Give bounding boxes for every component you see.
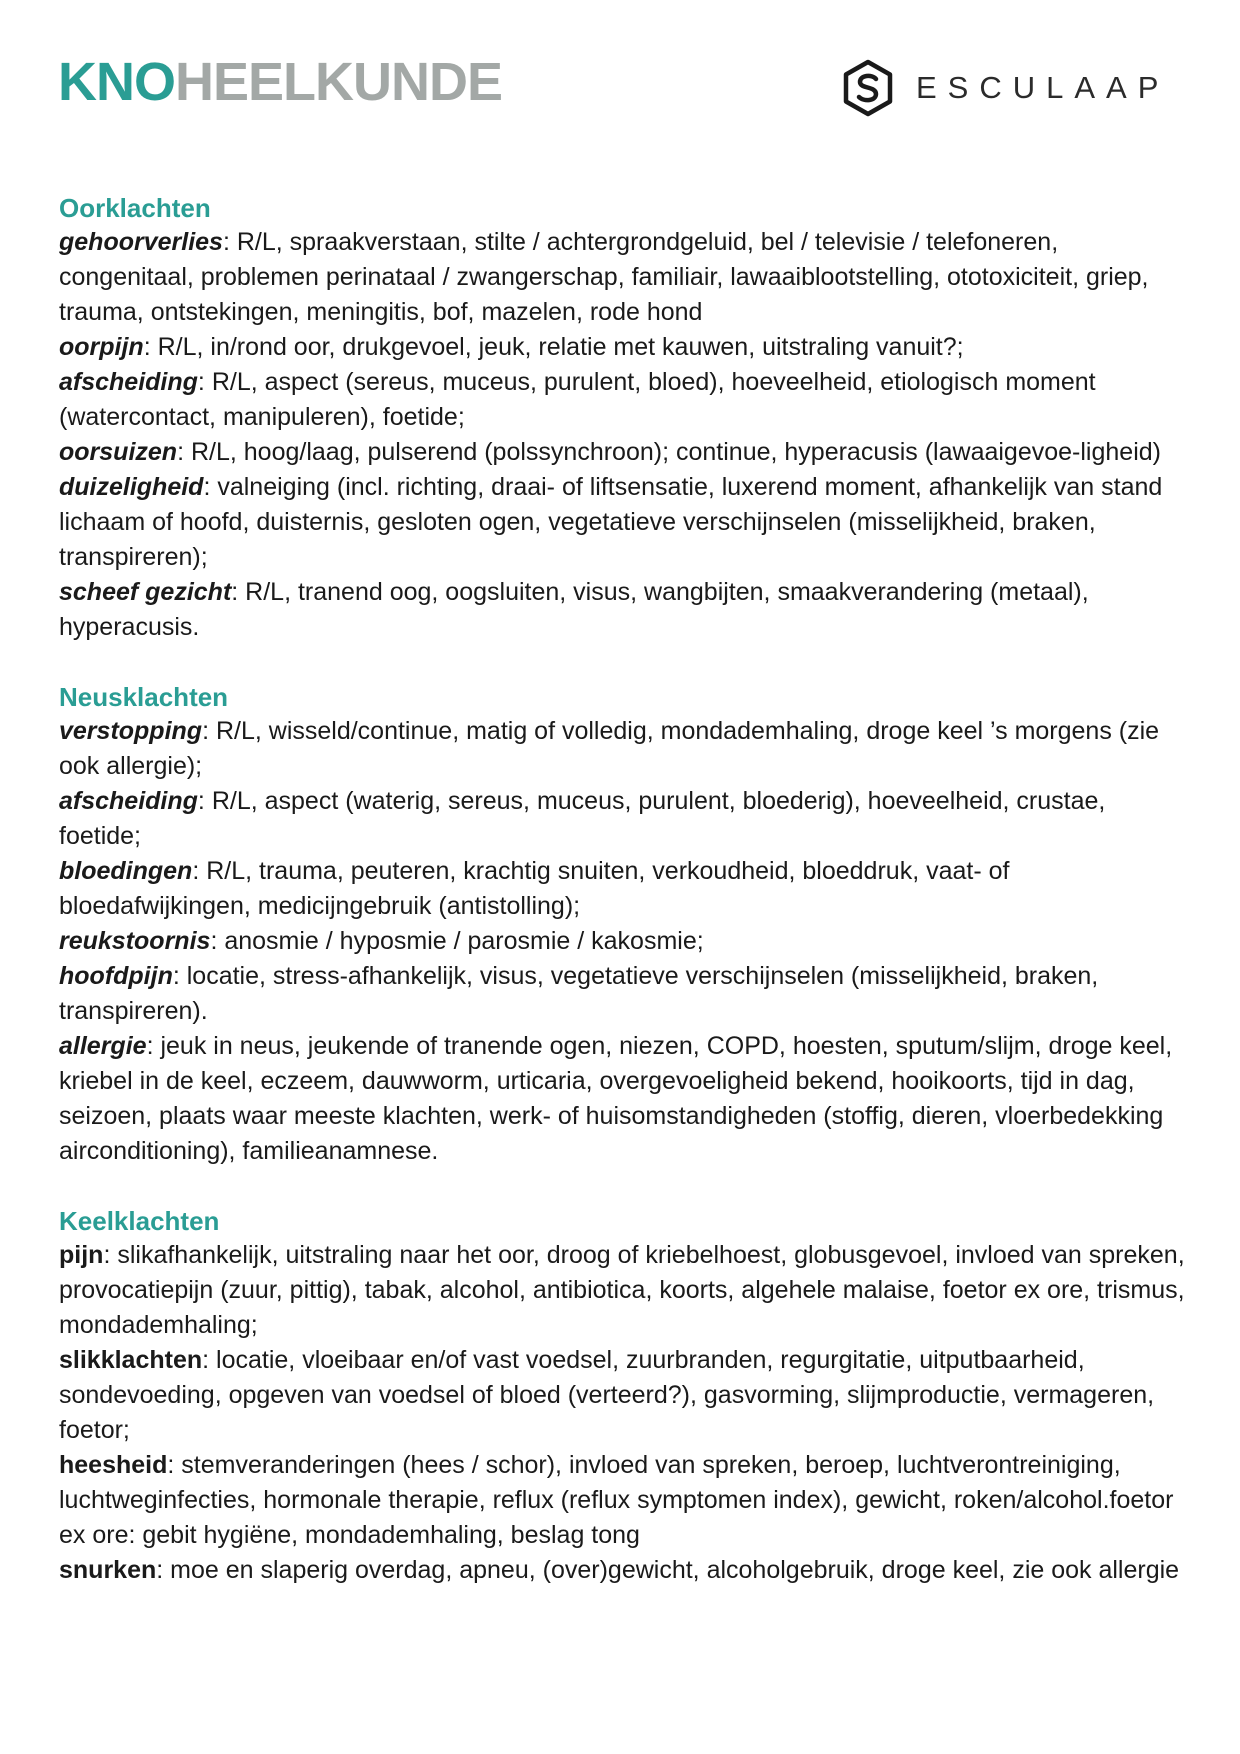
entry-text: : slikafhankelijk, uitstraling naar het oor, droog of kriebelhoest, globusgevoel, invloed van spreken, provocatiepijn (zuur, pittig), tabak, alcohol, antibiotica, koorts, algehele malaise, foetor ex ore, trismus, mondademhaling; xyxy=(59,1241,1185,1339)
entry-term: allergie xyxy=(59,1032,147,1060)
entry-term: gehoorverlies xyxy=(59,228,223,256)
entry-allergie xyxy=(59,1029,1189,1169)
section-heading: Neusklachten xyxy=(59,682,229,712)
entry-term: verstopping xyxy=(59,717,203,745)
entry-text: : R/L, tranend oog, oogsluiten, visus, wangbijten, smaakverandering (metaal), hyperacusis. xyxy=(59,578,1089,641)
entry-text: : R/L, wisseld/continue, matig of volledig, mondademhaling, droge keel ’s morgens (zie ook allergie); xyxy=(59,717,1160,780)
entry-text: : valneiging (incl. richting, draai- of liftsensatie, luxerend moment, afhankelijk van stand lichaam of hoofd, duisternis, gesloten ogen, vegetatieve verschijnselen (misselijkheid, braken, transpireren); xyxy=(59,473,1163,571)
section-heading: Oorklachten xyxy=(59,193,211,223)
entry-term: afscheiding xyxy=(59,368,198,396)
entry-text: : R/L, hoog/laag, pulserend (polssynchroon); continue, hyperacusis (lawaaigevoe-ligheid) xyxy=(177,438,1161,466)
entry-term: duizeligheid xyxy=(59,473,204,501)
entry-text: : R/L, aspect (sereus, muceus, purulent, bloed), hoeveelheid, etiologisch moment (watercontact, manipuleren), foetide; xyxy=(59,368,1096,431)
entry-afscheiding-neus xyxy=(59,784,1189,854)
section-heading: Keelklachten xyxy=(59,1206,220,1236)
entry-term: pijn xyxy=(59,1241,104,1269)
entry-text: : anosmie / hyposmie / parosmie / kakosmie; xyxy=(210,927,704,955)
section-oorklachten xyxy=(59,191,1189,645)
entry-text: : R/L, spraakverstaan, stilte / achtergrondgeluid, bel / televisie / telefoneren, congenitaal, problemen perinataal / zwangerschap, familiair, lawaaiblootstelling, ototoxiciteit, griep, trauma, ontstekingen, meningitis, bof, mazelen, rode hond xyxy=(59,228,1149,326)
document-title xyxy=(58,50,502,114)
entry-scheef-gezicht xyxy=(59,575,1189,645)
entry-reukstoornis xyxy=(59,924,1189,959)
entry-hoofdpijn xyxy=(59,959,1189,1029)
entry-gehoorverlies xyxy=(59,225,1189,330)
entry-text: : jeuk in neus, jeukende of tranende ogen, niezen, COPD, hoesten, sputum/slijm, droge keel, kriebel in de keel, eczeem, dauwworm, urticaria, overgevoeligheid bekend, hooikoorts, tijd in dag, seizoen, plaats waar meeste klachten, werk- of huisomstandigheden (stoffig, dieren, vloerbedekking airconditioning), familieanamnese. xyxy=(59,1032,1173,1165)
section-keelklachten xyxy=(59,1204,1189,1588)
entry-text: : R/L, in/rond oor, drukgevoel, jeuk, relatie met kauwen, uitstraling vanuit?; xyxy=(143,333,964,361)
entry-term: heesheid xyxy=(59,1451,168,1479)
entry-term: oorpijn xyxy=(59,333,144,361)
section-neusklachten xyxy=(59,680,1189,1169)
entry-snurken xyxy=(59,1553,1189,1588)
entry-slikklachten xyxy=(59,1343,1189,1448)
title-kno: KNO xyxy=(58,52,175,112)
entry-term: afscheiding xyxy=(59,787,198,815)
entry-term: bloedingen xyxy=(59,857,193,885)
entry-heesheid xyxy=(59,1448,1189,1553)
brand-name: ESCULAAP xyxy=(916,70,1170,105)
entry-pijn xyxy=(59,1238,1189,1343)
entry-afscheiding-oor xyxy=(59,365,1189,435)
title-heelkunde: HEELKUNDE xyxy=(175,52,503,112)
page-header xyxy=(0,0,1240,150)
entry-text: : moe en slaperig overdag, apneu, (over)gewicht, alcoholgebruik, droge keel, zie ook allergie xyxy=(156,1556,1180,1584)
entry-term: oorsuizen xyxy=(59,438,178,466)
entry-term: hoofdpijn xyxy=(59,962,173,990)
entry-term: scheef gezicht xyxy=(59,578,232,606)
brand-logo xyxy=(842,58,1169,118)
entry-text: : R/L, trauma, peuteren, krachtig snuiten, verkoudheid, bloeddruk, vaat- of bloedafwijkingen, medicijngebruik (antistolling); xyxy=(59,857,1010,920)
esculaap-logo-icon xyxy=(842,59,894,117)
document-body xyxy=(59,191,1189,1623)
entry-bloedingen xyxy=(59,854,1189,924)
entry-text: : R/L, aspect (waterig, sereus, muceus, purulent, bloederig), hoeveelheid, crustae, foetide; xyxy=(59,787,1106,850)
entry-duizeligheid xyxy=(59,470,1189,575)
entry-text: : locatie, vloeibaar en/of vast voedsel, zuurbranden, regurgitatie, uitputbaarheid, sondevoeding, opgeven van voedsel of bloed (verteerd?), gasvorming, slijmproductie, vermageren, foetor; xyxy=(59,1346,1155,1444)
entry-oorpijn xyxy=(59,330,1189,365)
entry-term: slikklachten xyxy=(59,1346,203,1374)
entry-term: snurken xyxy=(59,1556,157,1584)
entry-oorsuizen xyxy=(59,435,1189,470)
entry-text: : locatie, stress-afhankelijk, visus, vegetatieve verschijnselen (misselijkheid, braken, transpireren). xyxy=(59,962,1099,1025)
entry-term: reukstoornis xyxy=(59,927,211,955)
entry-text: : stemveranderingen (hees / schor), invloed van spreken, beroep, luchtverontreiniging, luchtweginfecties, hormonale therapie, reflux (reflux symptomen index), gewicht, roken/alcohol.foetor ex ore: gebit hygiëne, mondademhaling, beslag tong xyxy=(59,1451,1174,1549)
entry-verstopping xyxy=(59,714,1189,784)
